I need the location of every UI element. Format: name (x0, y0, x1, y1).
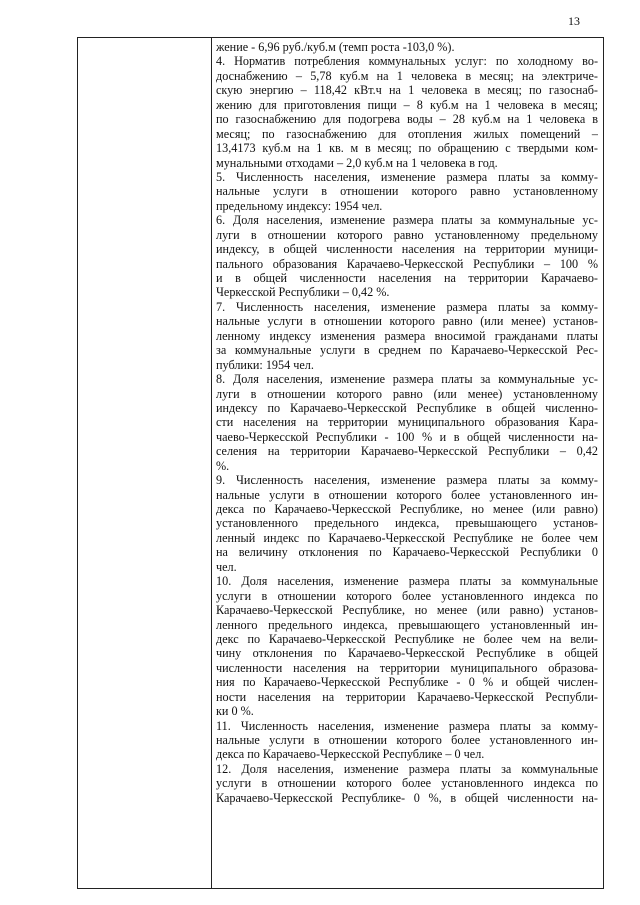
text-line: индексу по Карачаево-Черкесской Республике в общей численно- (216, 400, 598, 415)
page-number: 13 (568, 14, 580, 28)
text-line: за коммунальные услуги в среднем по Карачаево-Черкесской Рес- (216, 343, 598, 358)
text-line: публики: 1954 чел. (216, 357, 314, 372)
text-line: месяц; по газоснабжению для отопления жилых помещений – (216, 126, 598, 141)
text-line: численности населения на территории муниципального образова- (216, 660, 598, 675)
text-line: чел. (216, 559, 237, 574)
text-line: Карачаево-Черкесской Республике, но менее (или равно) установ- (216, 603, 598, 618)
text-line: жению для приготовления пищи – 8 куб.м на 1 человека в месяц; (216, 97, 598, 112)
text-line: ленному индексу изменения размера вносимой гражданами платы (216, 328, 598, 343)
text-line: %. (216, 458, 230, 473)
text-line: 9. Численность населения, изменение размера платы за комму- (216, 473, 598, 488)
text-line: 6. Доля населения, изменение размера платы за коммунальные ус- (216, 213, 598, 228)
text-line: сти населения на территории муниципального образования Кара- (216, 415, 598, 430)
text-line: 13,4173 куб.м на 1 кв. м в месяц; по обращению с твердыми ком- (216, 141, 598, 156)
text-line: луги в отношении которого равно установленному предельному (216, 227, 598, 242)
text-line: Карачаево-Черкесской Республике- 0 %, в общей численности на- (216, 790, 598, 805)
text-line: ленного предельного индекса, превышающего установленный ин- (216, 617, 598, 632)
text-line: пального образования Карачаево-Черкесской Республики – 100 % (216, 256, 598, 271)
text-line: и в общей численности населения на территории Карачаево- (216, 271, 598, 285)
text-line: ния по Карачаево-Черкесской Республике - 0 % и общей числен- (216, 675, 598, 690)
text-line: ности населения на территории Карачаево-Черкесской Республи- (216, 689, 598, 704)
text-line: доснабжению – 5,78 куб.м на 1 человека в месяц; на электриче- (216, 68, 598, 83)
column-divider (211, 38, 212, 888)
text-line: услуги в отношении которого более установленного индекса по (216, 588, 598, 603)
text-line: 12. Доля населения, изменение размера платы за коммунальные (216, 761, 598, 776)
text-line: луги в отношении которого равно (или менее) установленному (216, 386, 598, 401)
text-line: установленного предельного индекса, превышающего установ- (216, 516, 598, 531)
text-line: Черкесской Республики – 0,42 %. (216, 285, 390, 300)
text-line: жение - 6,96 руб./куб.м (темп роста -103,0 %). (216, 40, 455, 54)
left-column-cell (78, 38, 211, 888)
text-line: предельному индексу: 1954 чел. (216, 198, 383, 213)
text-line: чаево-Черкесской Республики - 100 % и в общей численности на- (216, 429, 598, 444)
text-line: индексу, в общей численности населения на территории муници- (216, 242, 598, 257)
text-line: по газоснабжению для подогрева воды – 28 куб.м на 1 человека в (216, 112, 598, 127)
text-line: 7. Численность населения, изменение размера платы за комму- (216, 299, 598, 314)
text-line: 10. Доля населения, изменение размера платы за коммунальные (216, 574, 598, 589)
text-line: нальные услуги в отношении которого равно установленному (216, 184, 598, 199)
text-line: мунальными отходами – 2,0 куб.м на 1 человека в год. (216, 155, 498, 170)
text-line: 4. Норматив потребления коммунальных услуг: по холодному во- (216, 54, 598, 69)
text-line: селения на территории Карачаево-Черкесской Республики – 0,42 (216, 444, 598, 459)
text-line: на величину отклонения по Карачаево-Черкесской Республики 0 (216, 545, 598, 560)
text-line: 11. Численность населения, изменение размера платы за комму- (216, 718, 598, 733)
content-table (77, 37, 604, 889)
text-line: 5. Численность населения, изменение размера платы за комму- (216, 169, 598, 184)
text-line: ленный индекс по Карачаево-Черкесской Республике не более чем (216, 530, 598, 545)
text-line: ки 0 %. (216, 704, 254, 719)
text-line: декса по Карачаево-Черкесской Республике, но менее (или равно) (216, 502, 598, 516)
text-line: чину отклонения по Карачаево-Черкесской Республике в общей (216, 646, 598, 661)
text-line: декса по Карачаево-Черкесской Республике – 0 чел. (216, 747, 485, 762)
text-line: 8. Доля населения, изменение размера платы за коммунальные ус- (216, 372, 598, 387)
text-line: нальные услуги в отношении которого более установленного ин- (216, 487, 598, 502)
text-line: нальные услуги в отношении которого равно (или менее) установ- (216, 314, 598, 329)
text-line: скую энергию – 118,42 кВт.ч на 1 человека в месяц; по газоснаб- (216, 83, 598, 98)
right-column-cell (216, 40, 598, 805)
text-line: нальные услуги в отношении которого более установленного ин- (216, 733, 598, 747)
text-line: услуги в отношении которого более установленного индекса по (216, 776, 598, 791)
text-line: декс по Карачаево-Черкесской Республике не более чем на вели- (216, 631, 598, 646)
